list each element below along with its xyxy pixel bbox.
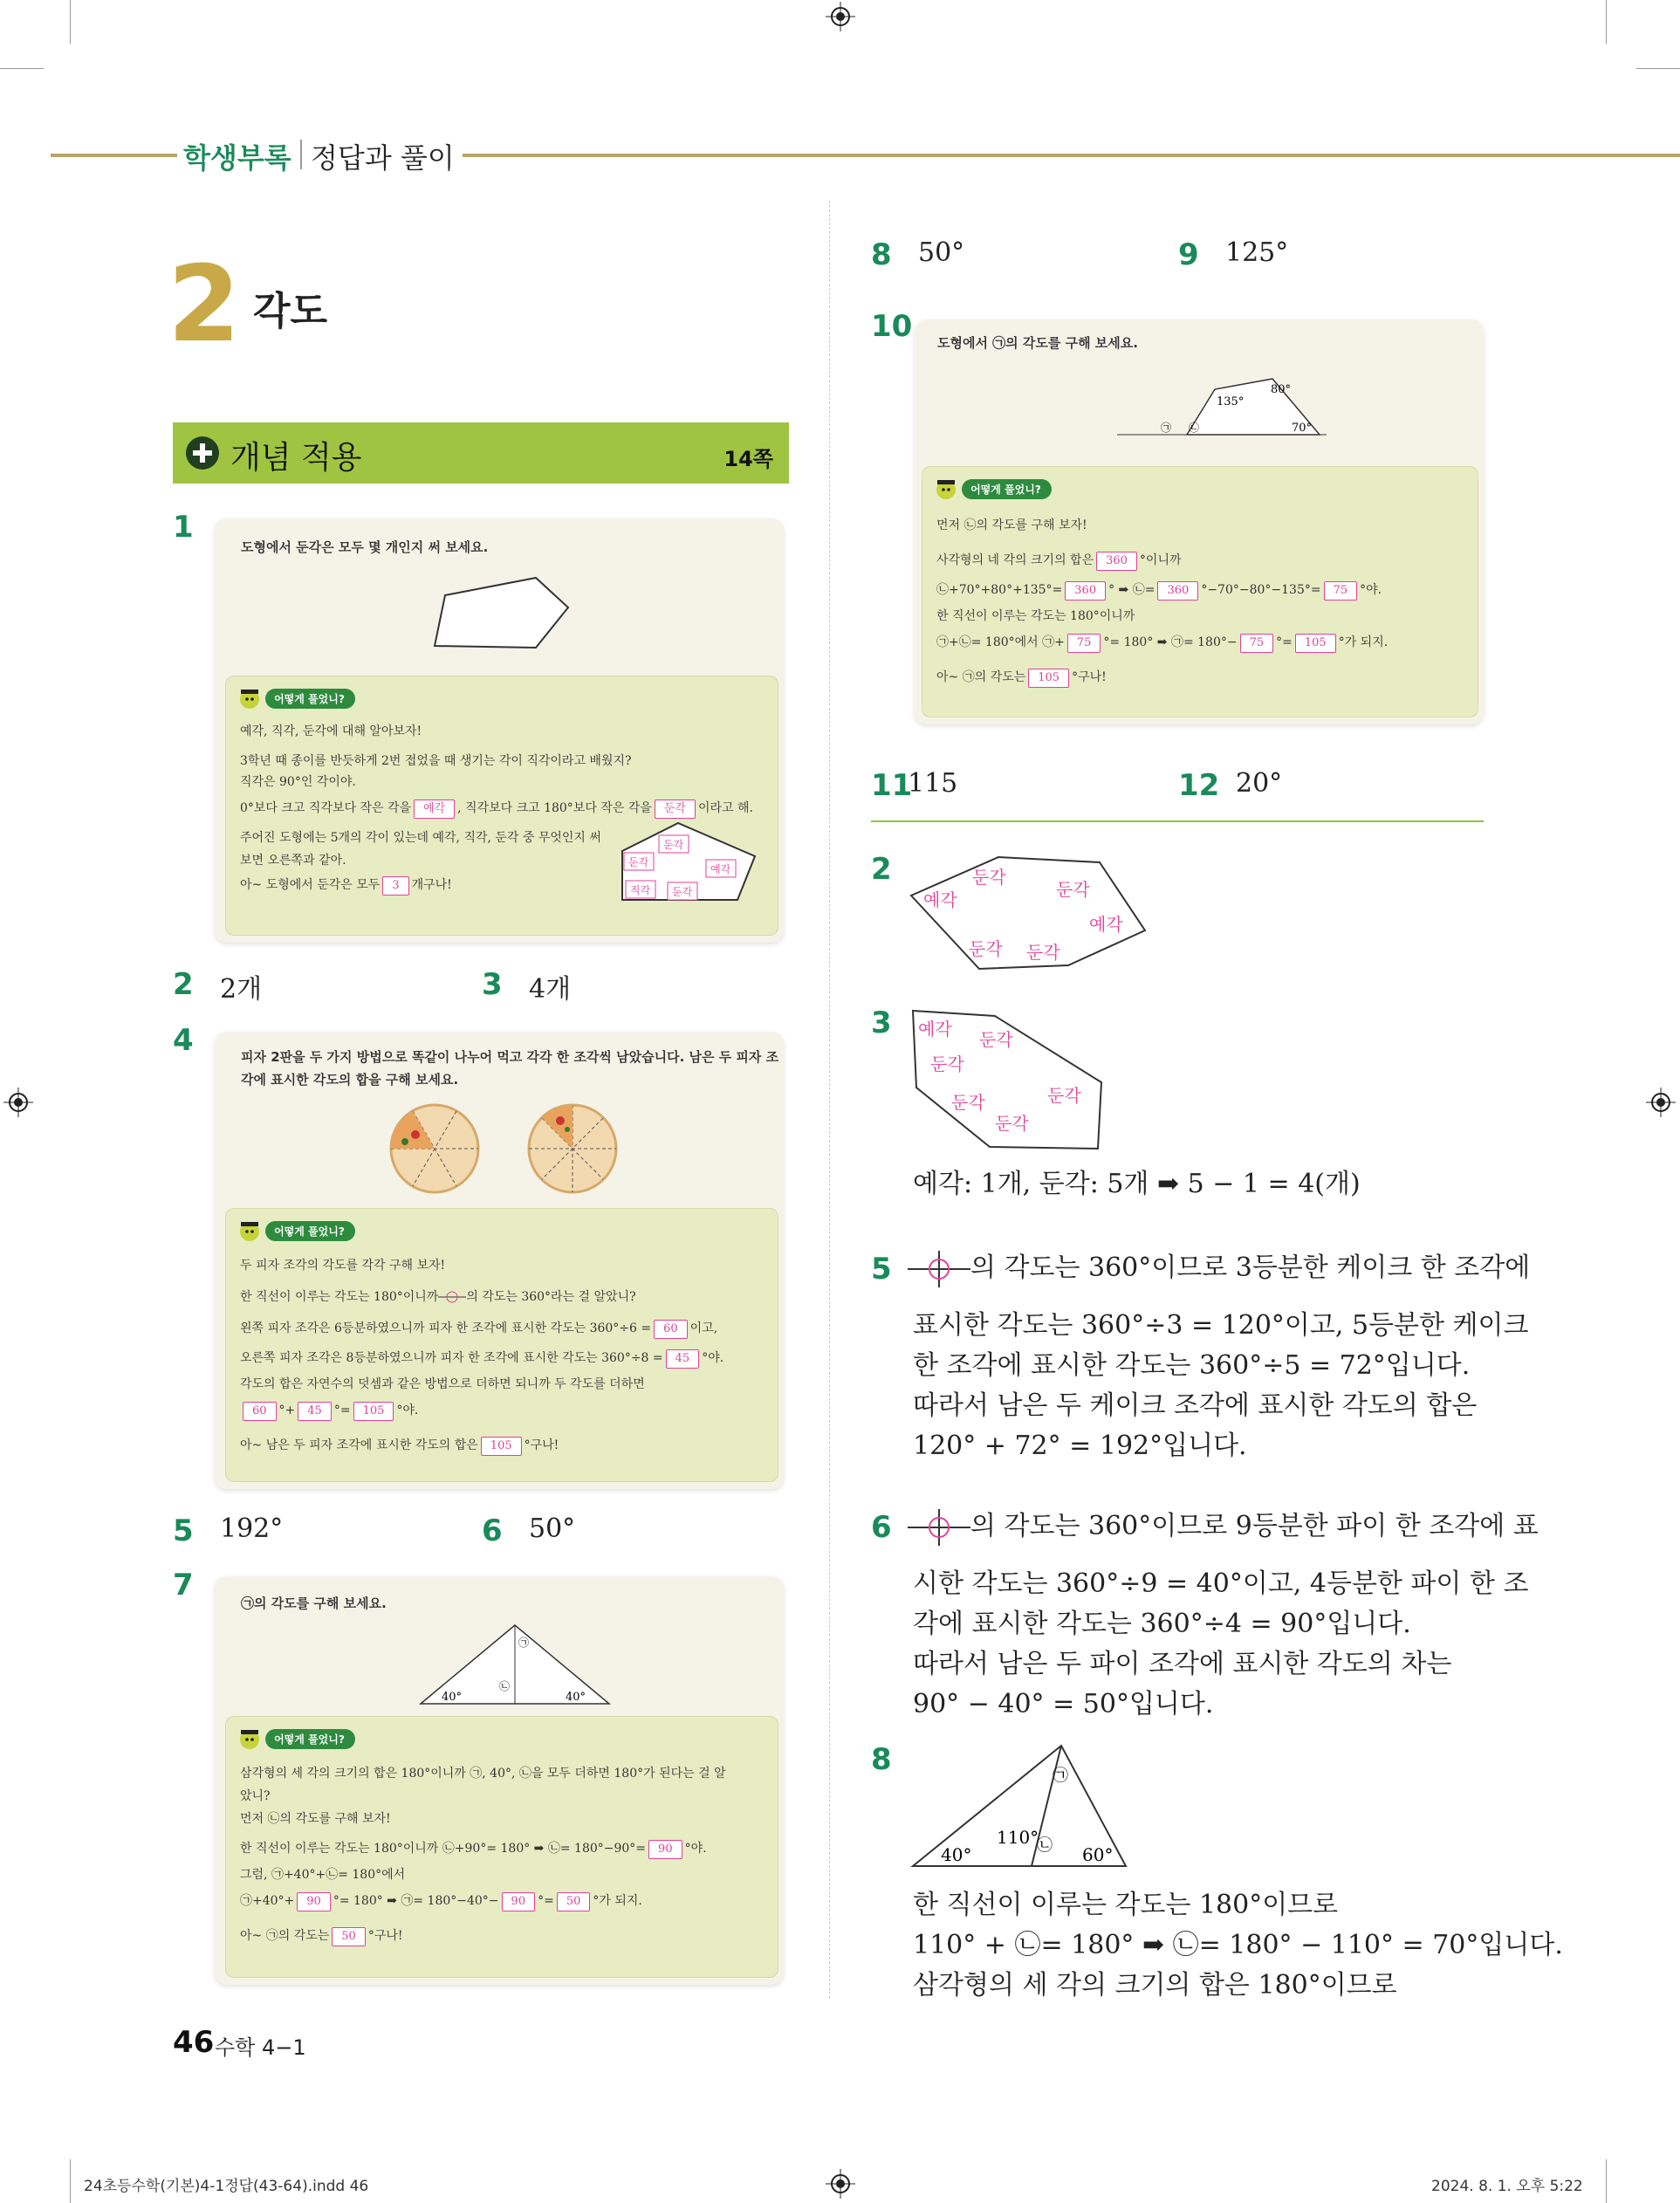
how-line: 그럼, ㉠+40°+㉡= 180°에서 [240, 1868, 406, 1882]
how-tag-label: 어떻게 풀었니? [265, 1221, 355, 1241]
how-tag-label: 어떻게 풀었니? [962, 479, 1052, 499]
how-box [225, 1208, 778, 1482]
how-line [936, 633, 1388, 653]
answer-text: 125° [1225, 237, 1289, 268]
question-text: 각에 표시한 각도의 합을 구해 보세요. [241, 1072, 459, 1088]
figure-label: ㉡ [1037, 1836, 1053, 1855]
question-number: 3 [482, 967, 503, 1002]
question-card [215, 1032, 784, 1489]
answer-box: 50 [332, 1927, 366, 1946]
text-seg: °= [333, 1403, 351, 1417]
how-line: 두 피자 조각의 각도를 각각 구해 보자! [240, 1259, 446, 1273]
solution-line: 삼각형의 세 각의 크기의 합은 180°이므로 [913, 1970, 1397, 2001]
answer-box: 90 [502, 1892, 536, 1911]
figure-label: ㉡ [1189, 422, 1200, 434]
answer-box: 360 [1096, 552, 1137, 571]
answer-text: 115 [908, 768, 958, 799]
text-seg: °= 180° ➡ ㉠= 180°−40°− [333, 1894, 499, 1908]
concept-banner [173, 422, 789, 484]
text-seg: , 직각보다 크고 180°보다 작은 각을 [457, 801, 652, 815]
solution-line: 90° − 40° = 50°입니다. [913, 1689, 1214, 1719]
text-seg: °= [1276, 635, 1293, 649]
text-seg: 왼쪽 피자 조각은 6등분하였으니까 피자 한 조각에 표시한 각도는 360°÷6 = [240, 1321, 652, 1335]
answer-box: 3 [382, 876, 408, 896]
figure-label: 둔각 [1047, 1085, 1081, 1106]
answer-box: 360 [1065, 581, 1106, 601]
figure-label: 40° [941, 1844, 972, 1865]
text-seg: 의 각도는 360°이므로 9등분한 파이 한 조각에 표 [970, 1511, 1539, 1541]
solution-line: 따라서 남은 두 케이크 조각에 표시한 각도의 합은 [913, 1390, 1478, 1421]
text-seg: °= [538, 1894, 554, 1908]
figure-label: 60° [1082, 1844, 1114, 1865]
full-angle-icon [438, 1289, 466, 1305]
mascot-icon [238, 1727, 261, 1750]
text-seg: 0°보다 크고 직각보다 작은 각을 [240, 801, 411, 815]
figure-label: 둔각 [663, 839, 684, 851]
how-box [922, 466, 1478, 717]
how-line [240, 1436, 559, 1456]
answer-text: 50° [529, 1513, 576, 1544]
how-line [240, 875, 452, 896]
text-seg: 오른쪽 피자 조각은 8등분하였으니까 피자 한 조각에 표시한 각도는 360°÷8 = [240, 1351, 663, 1365]
how-line [240, 1349, 723, 1369]
figure-label: 직각 [630, 884, 651, 896]
question-text: ㉠의 각도를 구해 보세요. [241, 1596, 387, 1611]
how-tag-label: 어떻게 풀었니? [265, 689, 355, 709]
question-text: 피자 2판을 두 가지 방법으로 똑같이 나누어 먹고 각각 한 조각씩 남았습니다. 남은 두 피자 조 [241, 1049, 779, 1065]
solution-number: 8 [871, 1742, 892, 1777]
answer-box: 105 [481, 1437, 522, 1456]
answer-box: 360 [1157, 581, 1198, 601]
figure-label: 예각 [923, 889, 957, 910]
solution-line: 따라서 남은 두 파이 조각에 표시한 각도의 차는 [913, 1649, 1452, 1679]
figure-label: ㉠ [518, 1637, 530, 1649]
question-number: 11 [871, 768, 913, 803]
question-text: 도형에서 둔각은 모두 몇 개인지 써 보세요. [241, 539, 489, 555]
answer-box: 60 [654, 1320, 688, 1339]
how-box [225, 1716, 778, 1978]
question-number: 8 [871, 237, 892, 272]
answer-box: 90 [648, 1840, 682, 1859]
figure-label: 40° [442, 1691, 463, 1704]
header-section: 학생부록 [183, 141, 291, 175]
answer-text: 192° [220, 1513, 284, 1544]
solution-line: 시한 각도는 360°÷9 = 40°이고, 4등분한 파이 한 조 [913, 1568, 1529, 1599]
how-line: 주어진 도형에는 5개의 각이 있는데 예각, 직각, 둔각 중 무엇인지 써 [240, 831, 601, 845]
hexagon-figure [908, 1005, 1117, 1154]
solution-number: 5 [871, 1252, 892, 1287]
text-seg: 이고, [689, 1321, 718, 1335]
triangle-figure [908, 1742, 1135, 1873]
answer-text: 20° [1236, 768, 1283, 799]
question-number: 7 [173, 1568, 194, 1602]
question-card [215, 1576, 784, 1985]
answer-box: 45 [666, 1349, 700, 1369]
registration-mark-icon [826, 2, 855, 31]
header-divider [300, 140, 302, 169]
plus-circle-icon [185, 436, 220, 470]
figure-label: 예각 [1089, 914, 1123, 935]
solution-line: 한 직선이 이루는 각도는 180°이므로 [913, 1890, 1339, 1920]
triangle-figure [415, 1620, 616, 1711]
solution-line: 한 조각에 표시한 각도는 360°÷5 = 72°입니다. [913, 1350, 1471, 1381]
figure-label: 둔각 [930, 1053, 964, 1074]
crop-mark [1606, 0, 1607, 44]
how-line [936, 668, 1107, 688]
pentagon-labeled-figure [617, 816, 765, 912]
how-tag-label: 어떻게 풀었니? [265, 1729, 355, 1749]
text-seg: 아~ ㉠의 각도는 [240, 1929, 330, 1943]
header-rule [463, 154, 1680, 157]
registration-mark-icon [826, 2169, 855, 2199]
figure-label: ㉠ [1161, 422, 1172, 434]
text-seg: °= 180° ➡ ㉠= 180°− [1103, 635, 1238, 649]
banner-page: 14쪽 [723, 447, 773, 471]
text-seg: °구나! [367, 1929, 403, 1943]
pentagon-figure [433, 571, 573, 651]
text-seg: 한 직선이 이루는 각도는 180°이니까 ㉡+90°= 180° ➡ ㉡= 180°−90°= [240, 1842, 647, 1856]
text-seg: 한 직선이 이루는 각도는 180°이니까 [240, 1290, 439, 1304]
text-seg: °−70°−80°−135°= [1201, 583, 1321, 597]
question-number: 4 [173, 1023, 194, 1058]
figure-label: 135° [1217, 395, 1245, 408]
text-seg: °가 되지. [593, 1894, 642, 1908]
text-seg: ㉡+70°+80°+135°= [936, 583, 1063, 597]
solution-line: 표시한 각도는 360°÷3 = 120°이고, 5등분한 케이크 [913, 1310, 1529, 1341]
how-line: 한 직선이 이루는 각도는 180°이니까 [936, 609, 1135, 623]
page-number: 46 [173, 2025, 215, 2060]
how-line: 보면 오른쪽과 같아. [240, 854, 346, 868]
text-seg: °야. [396, 1403, 419, 1417]
slug-filename: 24초등수학(기본)4-1정답(43-64).indd 46 [84, 2178, 369, 2195]
text-seg: 이라고 해. [697, 801, 753, 815]
figure-label: 둔각 [1056, 879, 1090, 900]
text-seg: ° ➡ ㉡= [1108, 583, 1155, 597]
text-seg: ㉠+㉡= 180°에서 ㉠+ [936, 635, 1065, 649]
text-seg: 아~ 도형에서 둔각은 모두 [240, 878, 381, 892]
question-card [215, 518, 784, 943]
text-seg: °이니까 [1139, 553, 1182, 567]
figure-label: 둔각 [995, 1113, 1029, 1134]
figure-label: 둔각 [969, 938, 1003, 959]
registration-mark-icon [3, 1088, 33, 1117]
how-line [240, 1926, 403, 1946]
solution-number: 6 [871, 1510, 892, 1545]
answer-box: 50 [557, 1892, 591, 1911]
how-line: 삼각형의 세 각의 크기의 합은 180°이니까 ㉠, 40°, ㉡을 모두 더하면 180°가 된다는 걸 알 [240, 1767, 726, 1781]
how-tag [935, 477, 1052, 500]
mascot-icon [238, 1219, 261, 1242]
answer-box: 45 [298, 1402, 332, 1421]
column-divider [829, 201, 830, 1999]
how-line [240, 1319, 717, 1339]
how-line: 먼저 ㉡의 각도를 구해 보자! [240, 1812, 391, 1826]
how-line: 직각은 90°인 각이야. [240, 775, 356, 789]
how-tag [238, 1727, 355, 1750]
figure-label: 40° [566, 1691, 586, 1704]
how-line: 예각, 직각, 둔각에 대해 알아보자! [240, 724, 422, 738]
text-seg: 의 각도는 360°라는 걸 알았니? [466, 1290, 636, 1304]
slug-date: 2024. 8. 1. 오후 5:22 [1431, 2178, 1583, 2195]
how-tag [238, 1219, 355, 1242]
question-number: 5 [173, 1513, 194, 1548]
question-card [915, 319, 1484, 724]
answer-box: 둔각 [655, 800, 696, 819]
question-number: 10 [871, 309, 913, 344]
figure-label: 예각 [710, 863, 731, 875]
answer-box: 90 [297, 1892, 331, 1911]
answer-text: 4개 [529, 974, 572, 1005]
figure-label: 둔각 [972, 867, 1006, 888]
banner-label: 개념 적용 [230, 440, 362, 476]
figure-label: ㉠ [1053, 1767, 1068, 1785]
crop-mark [70, 2159, 71, 2203]
answer-box: 75 [1324, 581, 1358, 601]
figure-label: 둔각 [1026, 942, 1060, 963]
crop-mark [70, 0, 71, 44]
answer-box: 105 [1028, 669, 1069, 688]
question-number: 9 [1178, 237, 1199, 272]
text-seg: °야. [684, 1842, 707, 1856]
header-rule [51, 154, 177, 157]
answer-box: 105 [353, 1402, 394, 1421]
how-box [225, 676, 778, 936]
crop-mark [0, 68, 44, 69]
figure-label: 둔각 [628, 856, 649, 868]
answer-box: 75 [1240, 634, 1274, 653]
registration-mark-icon [1646, 1088, 1676, 1117]
answer-text: 2개 [220, 974, 263, 1005]
pizza-figure [389, 1102, 625, 1199]
figure-label: 둔각 [951, 1092, 985, 1113]
how-line [240, 1891, 642, 1911]
solution-line [908, 1248, 1530, 1289]
hexagon-figure [908, 852, 1152, 974]
answer-text: 50° [918, 237, 965, 268]
question-number: 12 [1178, 768, 1220, 803]
header-title: 정답과 풀이 [311, 141, 455, 175]
answer-box: 60 [243, 1402, 277, 1421]
how-line: 았니? [240, 1789, 271, 1803]
mascot-icon [935, 477, 957, 500]
solution-text: 예각: 1개, 둔각: 5개 ➡ 5 − 1 = 4(개) [913, 1169, 1361, 1199]
figure-label: 80° [1271, 383, 1292, 396]
chapter-number: 2 [168, 244, 241, 366]
solution-line: 120° + 72° = 192°입니다. [913, 1431, 1247, 1461]
how-line: 각도의 합은 자연수의 덧셈과 같은 방법으로 더하면 되니까 두 각도를 더하면 [240, 1377, 645, 1391]
chapter-title: 각도 [253, 289, 328, 333]
figure-label: 예각 [918, 1019, 952, 1040]
text-seg: 개구나! [411, 878, 452, 892]
text-seg: °가 되지. [1338, 635, 1389, 649]
answer-box: 105 [1295, 634, 1336, 653]
question-number: 1 [173, 510, 194, 545]
figure-label: 둔각 [672, 886, 693, 898]
quadrilateral-figure [1117, 372, 1327, 443]
question-number: 2 [173, 967, 194, 1002]
text-seg: °+ [278, 1403, 296, 1417]
full-angle-icon [908, 1249, 970, 1289]
text-seg: °구나! [1072, 670, 1107, 684]
solution-line: 각에 표시한 각도는 360°÷4 = 90°입니다. [913, 1609, 1411, 1639]
answer-box: 75 [1067, 634, 1101, 653]
figure-label: 70° [1292, 422, 1313, 435]
text-seg: 의 각도는 360°이므로 3등분한 케이크 한 조각에 [970, 1252, 1531, 1283]
how-line [240, 1401, 418, 1421]
solution-line [908, 1506, 1539, 1548]
crop-mark [1636, 68, 1680, 69]
how-line: 3학년 때 종이를 반듯하게 2번 접었을 때 생기는 각이 직각이라고 배웠지? [240, 754, 632, 768]
text-seg: °야. [1360, 583, 1382, 597]
text-seg: 아~ 남은 두 피자 조각에 표시한 각도의 합은 [240, 1438, 478, 1452]
full-angle-icon [908, 1507, 970, 1548]
text-seg: 사각형의 네 각의 크기의 합은 [936, 553, 1094, 567]
how-line [936, 580, 1382, 601]
how-line [240, 1839, 707, 1859]
figure-label: 110° [997, 1827, 1039, 1848]
solution-number: 3 [871, 1005, 892, 1040]
answer-box: 예각 [414, 800, 455, 819]
how-tag [238, 687, 355, 710]
question-number: 6 [482, 1513, 503, 1548]
page-subject: 수학 4−1 [215, 2035, 306, 2060]
solution-number: 2 [871, 852, 892, 887]
question-text: 도형에서 ㉠의 각도를 구해 보세요. [937, 335, 1138, 351]
solution-line: 110° + ㉡= 180° ➡ ㉡= 180° − 110° = 70°입니다. [913, 1930, 1563, 1960]
how-line [240, 1287, 636, 1305]
how-line: 먼저 ㉡의 각도를 구해 보자! [936, 518, 1087, 532]
crop-mark [1606, 2159, 1607, 2203]
how-line [936, 551, 1182, 571]
text-seg: °야. [702, 1351, 724, 1365]
figure-label: ㉡ [499, 1680, 511, 1692]
text-seg: °구나! [524, 1438, 559, 1452]
section-rule [871, 820, 1484, 822]
text-seg: ㉠+40°+ [240, 1894, 295, 1908]
text-seg: 아~ ㉠의 각도는 [936, 670, 1026, 684]
figure-label: 둔각 [979, 1029, 1013, 1050]
mascot-icon [238, 687, 261, 710]
